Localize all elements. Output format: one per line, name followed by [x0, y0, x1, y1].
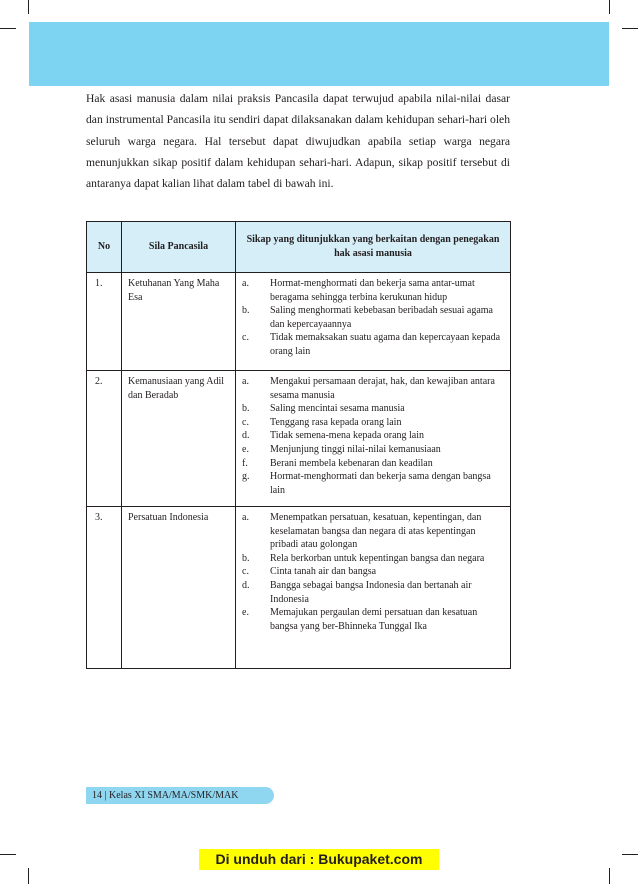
table-body — [87, 273, 511, 669]
row-sila: Ketuhanan Yang Maha Esa — [122, 273, 236, 371]
list-item-letter: b. — [242, 403, 250, 415]
row-sila: Persatuan Indonesia — [122, 507, 236, 669]
row-sikap — [236, 371, 511, 507]
list-item-text: Mengakui persamaan derajat, hak, dan kewajiban antara sesama manusia — [270, 376, 495, 401]
row-number: 1. — [87, 273, 122, 371]
crop-mark — [28, 868, 29, 884]
list-item — [242, 511, 504, 552]
table-row — [87, 371, 511, 507]
sikap-table — [86, 221, 511, 669]
list-item — [242, 429, 504, 443]
list-item-letter: c. — [242, 566, 249, 578]
list-item-text: Rela berkorban untuk kepentingan bangsa dan negara — [270, 552, 485, 564]
table-row — [87, 507, 511, 669]
list-item-letter: d. — [242, 430, 250, 442]
list-item — [242, 579, 504, 606]
row-sikap — [236, 273, 511, 371]
list-item — [242, 443, 504, 457]
list-item — [242, 304, 504, 331]
list-item — [242, 416, 504, 430]
list-item-text: Saling mencintai sesama manusia — [270, 403, 405, 415]
row-number: 2. — [87, 371, 122, 507]
list-item — [242, 375, 504, 402]
list-item-text: Hormat-menghormati dan bekerja sama dengan bangsa lain — [270, 471, 491, 496]
list-item-letter: e. — [242, 607, 249, 619]
list-item — [242, 402, 504, 416]
crop-mark — [0, 854, 16, 855]
list-item-letter: a. — [242, 376, 249, 387]
list-item-text: Saling menghormati kebebasan beribadah sesuai agama dan kepercayaannya — [270, 305, 493, 330]
list-item-text: Berani membela kebenaran dan keadilan — [270, 457, 433, 469]
row-sila: Kemanusiaan yang Adil dan Beradab — [122, 371, 236, 507]
intro-paragraph: Hak asasi manusia dalam nilai praksis Pancasila dapat terwujud apabila nilai-nilai dasar dan instrumental Pancasila itu sendiri dapat dilaksanakan dalam kehidupan sehari-hari oleh seluruh warga negara. Hal tersebut dapat diwujudkan apabila setiap warga negara menunjukkan sikap positif dalam kehidupan sehari-hari. Adapun, sikap positif tersebut di antaranya dapat kalian lihat dalam tabel di bawah ini. — [86, 92, 510, 191]
list-item — [242, 552, 504, 566]
list-item-text: Hormat-menghormati dan bekerja sama antar-umat beragama sehingga terbina kerukunan hidup — [270, 278, 475, 303]
table-header-row — [87, 222, 511, 273]
page-footer-tab: 14 | Kelas XI SMA/MA/SMK/MAK — [86, 787, 274, 804]
list-item-letter: e. — [242, 443, 249, 455]
list-item-text: Memajukan pergaulan demi persatuan dan kesatuan bangsa yang ber-Bhinneka Tunggal Ika — [270, 607, 478, 632]
row-number: 3. — [87, 507, 122, 669]
row-sikap — [236, 507, 511, 669]
download-banner: Di unduh dari : Bukupaket.com — [199, 849, 439, 870]
crop-mark — [609, 0, 610, 14]
list-item — [242, 606, 504, 633]
sikap-list — [242, 511, 504, 633]
list-item-text: Menjunjung tinggi nilai-nilai kemanusiaan — [270, 443, 441, 455]
list-item — [242, 277, 504, 304]
crop-mark — [0, 28, 16, 29]
crop-mark — [28, 0, 29, 14]
list-item-letter: b. — [242, 552, 250, 564]
list-item-letter: b. — [242, 305, 250, 317]
list-item-letter: f. — [242, 457, 248, 469]
list-item-text: Bangga sebagai bangsa Indonesia dan bertanah air Indonesia — [270, 579, 472, 605]
sikap-list — [242, 375, 504, 497]
table-row — [87, 273, 511, 371]
list-item-letter: a. — [242, 512, 249, 523]
list-item — [242, 457, 504, 471]
list-item-text: Menempatkan persatuan, kesatuan, kepentingan, dan keselamatan bangsa dan negara di atas kepentingan pribadi atau golongan — [270, 512, 482, 551]
list-item-text: Tidak memaksakan suatu agama dan kepercayaan kepada orang lain — [270, 332, 501, 357]
list-item — [242, 565, 504, 579]
list-item-letter: c. — [242, 416, 249, 428]
list-item-letter: d. — [242, 579, 250, 591]
crop-mark — [622, 28, 638, 29]
header-band — [29, 22, 609, 86]
header-no: No — [87, 222, 122, 273]
crop-mark — [609, 868, 610, 884]
list-item-letter: c. — [242, 332, 249, 344]
header-sikap: Sikap yang ditunjukkan yang berkaitan dengan penegakan hak asasi manusia — [236, 222, 511, 273]
sikap-list — [242, 277, 504, 359]
list-item-letter: a. — [242, 278, 249, 289]
crop-mark — [622, 854, 638, 855]
header-sila: Sila Pancasila — [122, 222, 236, 273]
list-item-text: Cinta tanah air dan bangsa — [270, 566, 377, 578]
list-item-text: Tenggang rasa kepada orang lain — [270, 416, 402, 428]
list-item-letter: g. — [242, 471, 250, 483]
list-item-text: Tidak semena-mena kepada orang lain — [270, 430, 425, 442]
list-item — [242, 470, 504, 497]
list-item — [242, 331, 504, 358]
